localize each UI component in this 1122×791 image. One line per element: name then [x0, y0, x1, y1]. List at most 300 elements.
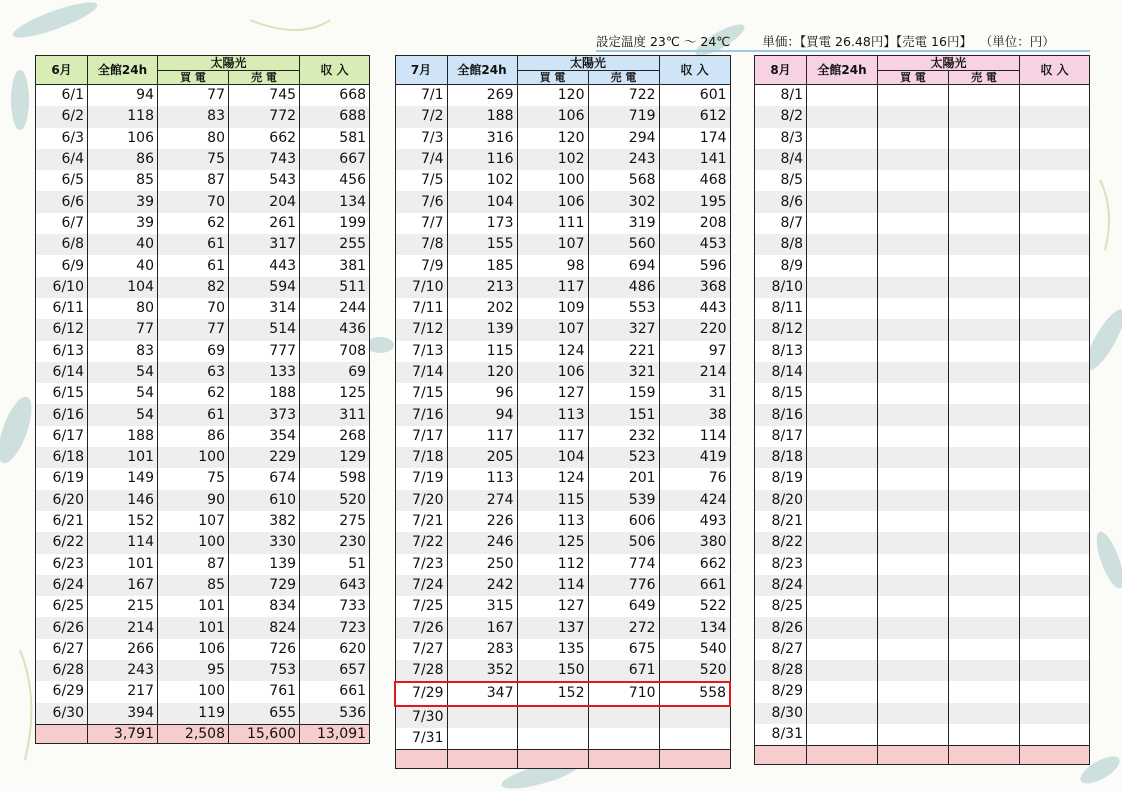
- table-row: [395, 511, 730, 532]
- june-total-row: [36, 724, 370, 743]
- table-row: [395, 383, 730, 404]
- income-cell: 419: [659, 447, 730, 468]
- buy-cell: 109: [517, 298, 588, 319]
- table-row: [755, 170, 1090, 191]
- income-cell: 667: [300, 149, 370, 170]
- income-cell: 688: [300, 106, 370, 127]
- table-row: [395, 639, 730, 660]
- income-cell: 76: [659, 468, 730, 489]
- all-building-cell: [807, 85, 878, 107]
- income-cell: 141: [659, 149, 730, 170]
- sell-cell: 232: [588, 426, 659, 447]
- table-row: [755, 575, 1090, 596]
- table-row: [755, 490, 1090, 511]
- table-row: [395, 660, 730, 682]
- buy-cell: 101: [158, 596, 229, 617]
- sell-cell: 777: [229, 341, 300, 362]
- sell-cell: 443: [229, 255, 300, 276]
- total-income-cell: [1020, 746, 1090, 765]
- table-row: [755, 341, 1090, 362]
- buy-cell: 104: [517, 447, 588, 468]
- income-cell: 38: [659, 404, 730, 425]
- sell-cell: 133: [229, 362, 300, 383]
- date-cell: 7/28: [395, 660, 447, 682]
- date-cell: 8/10: [755, 277, 807, 298]
- buy-cell: [878, 85, 949, 107]
- date-cell: 6/11: [36, 298, 88, 319]
- all-building-cell: [807, 703, 878, 724]
- income-cell: 598: [300, 468, 370, 489]
- sell-cell: 314: [229, 298, 300, 319]
- all-building-cell: 39: [88, 213, 158, 234]
- sell-cell: 272: [588, 617, 659, 638]
- date-cell: 7/7: [395, 213, 447, 234]
- sell-cell: [949, 490, 1020, 511]
- all-building-cell: 188: [447, 106, 517, 127]
- buy-cell: 62: [158, 213, 229, 234]
- all-building-cell: 80: [88, 298, 158, 319]
- date-cell: 7/16: [395, 404, 447, 425]
- income-cell: 214: [659, 362, 730, 383]
- income-cell: 443: [659, 298, 730, 319]
- buy-cell: 101: [158, 617, 229, 638]
- buy-cell: [878, 575, 949, 596]
- sell-cell: [949, 724, 1020, 746]
- sell-cell: [949, 681, 1020, 702]
- all-building-cell: 94: [447, 404, 517, 425]
- total-all-building-cell: 3,791: [88, 724, 158, 743]
- all-building-cell: 352: [447, 660, 517, 682]
- table-row: [755, 681, 1090, 702]
- date-cell: 8/27: [755, 639, 807, 660]
- date-cell: 7/23: [395, 554, 447, 575]
- date-cell: 8/24: [755, 575, 807, 596]
- all-building-cell: 86: [88, 149, 158, 170]
- income-cell: [1020, 511, 1090, 532]
- date-cell: 6/18: [36, 447, 88, 468]
- date-cell: 7/2: [395, 106, 447, 127]
- income-cell: [1020, 703, 1090, 724]
- buy-cell: 119: [158, 703, 229, 725]
- table-row: [755, 426, 1090, 447]
- sell-cell: 139: [229, 554, 300, 575]
- temp-setting: 設定温度 23℃ ～ 24℃: [596, 34, 731, 49]
- buy-cell: 82: [158, 277, 229, 298]
- income-cell: [1020, 554, 1090, 575]
- sell-cell: 610: [229, 490, 300, 511]
- sell-cell: 726: [229, 639, 300, 660]
- date-cell: 7/4: [395, 149, 447, 170]
- buy-cell: 100: [158, 447, 229, 468]
- table-row: [395, 468, 730, 489]
- all-building-cell: [807, 724, 878, 746]
- sell-cell: [949, 617, 1020, 638]
- buy-cell: 61: [158, 404, 229, 425]
- table-row: [755, 191, 1090, 212]
- income-cell: [1020, 404, 1090, 425]
- income-cell: [1020, 234, 1090, 255]
- buy-cell: 114: [517, 575, 588, 596]
- all-building-cell: 217: [88, 681, 158, 702]
- sell-cell: [949, 170, 1020, 191]
- table-row: [395, 596, 730, 617]
- buy-cell: 150: [517, 660, 588, 682]
- table-row: [755, 703, 1090, 724]
- income-cell: 661: [300, 681, 370, 702]
- buy-cell: [878, 532, 949, 553]
- sell-cell: [949, 575, 1020, 596]
- table-row: [395, 362, 730, 383]
- income-cell: 708: [300, 341, 370, 362]
- total-sell-cell: [949, 746, 1020, 765]
- buy-cell: 85: [158, 575, 229, 596]
- buy-cell: [878, 554, 949, 575]
- table-row: [36, 213, 370, 234]
- date-cell: 8/18: [755, 447, 807, 468]
- sell-cell: 560: [588, 234, 659, 255]
- income-cell: [1020, 128, 1090, 149]
- buy-cell: [878, 362, 949, 383]
- income-cell: 51: [300, 554, 370, 575]
- income-cell: 436: [300, 319, 370, 340]
- sell-cell: [949, 234, 1020, 255]
- buy-cell: 135: [517, 639, 588, 660]
- month-label: 7月: [395, 56, 447, 85]
- buy-header: 買 電: [517, 71, 588, 85]
- sell-cell: [949, 383, 1020, 404]
- all-building-cell: [807, 255, 878, 276]
- date-cell: 6/19: [36, 468, 88, 489]
- income-cell: 311: [300, 404, 370, 425]
- buy-cell: 100: [158, 532, 229, 553]
- sell-cell: 261: [229, 213, 300, 234]
- date-cell: 6/22: [36, 532, 88, 553]
- date-cell: 6/1: [36, 85, 88, 107]
- buy-cell: 152: [517, 682, 588, 705]
- date-cell: 7/29: [395, 682, 447, 705]
- table-row: [755, 128, 1090, 149]
- buy-cell: [878, 681, 949, 702]
- all-building-cell: 104: [447, 191, 517, 212]
- date-cell: 8/7: [755, 213, 807, 234]
- date-cell: 6/2: [36, 106, 88, 127]
- sell-cell: 594: [229, 277, 300, 298]
- date-cell: 8/15: [755, 383, 807, 404]
- income-cell: 657: [300, 660, 370, 681]
- month-label: 8月: [755, 56, 807, 85]
- buy-cell: 124: [517, 468, 588, 489]
- date-cell: 8/21: [755, 511, 807, 532]
- date-cell: 8/19: [755, 468, 807, 489]
- table-row: [395, 728, 730, 750]
- table-row: [755, 213, 1090, 234]
- table-row: [755, 85, 1090, 107]
- all-building-cell: 106: [88, 128, 158, 149]
- buy-cell: 70: [158, 191, 229, 212]
- buy-cell: 77: [158, 319, 229, 340]
- table-row: [395, 319, 730, 340]
- date-cell: 8/22: [755, 532, 807, 553]
- all-building-cell: [807, 149, 878, 170]
- table-row: [395, 426, 730, 447]
- income-cell: 453: [659, 234, 730, 255]
- income-cell: 134: [659, 617, 730, 638]
- buy-cell: 107: [158, 511, 229, 532]
- unit-label: （単位：円）: [985, 34, 1055, 49]
- date-cell: 6/12: [36, 319, 88, 340]
- table-row: [395, 532, 730, 553]
- table-row: [36, 447, 370, 468]
- all-building-cell: 54: [88, 362, 158, 383]
- date-cell: 8/2: [755, 106, 807, 127]
- buy-cell: [878, 277, 949, 298]
- table-row: [395, 490, 730, 511]
- buy-cell: 87: [158, 554, 229, 575]
- all-building-cell: 116: [447, 149, 517, 170]
- sell-cell: 229: [229, 447, 300, 468]
- date-cell: 6/28: [36, 660, 88, 681]
- income-cell: 456: [300, 170, 370, 191]
- date-cell: 6/8: [36, 234, 88, 255]
- sell-cell: [949, 426, 1020, 447]
- august-table: [754, 55, 1090, 765]
- july-rows: [395, 85, 730, 750]
- date-cell: 7/12: [395, 319, 447, 340]
- sell-cell: 543: [229, 170, 300, 191]
- sell-cell: 568: [588, 170, 659, 191]
- table-row: [755, 277, 1090, 298]
- date-cell: 8/13: [755, 341, 807, 362]
- income-cell: [1020, 596, 1090, 617]
- date-cell: 7/24: [395, 575, 447, 596]
- date-cell: 6/16: [36, 404, 88, 425]
- income-cell: 220: [659, 319, 730, 340]
- all-building-cell: 117: [447, 426, 517, 447]
- sell-cell: 776: [588, 575, 659, 596]
- july-table: [394, 55, 731, 769]
- all-building-cell: 185: [447, 255, 517, 276]
- all-building-cell: 167: [88, 575, 158, 596]
- buy-cell: 100: [517, 170, 588, 191]
- all-building-cell: 102: [447, 170, 517, 191]
- income-cell: 208: [659, 213, 730, 234]
- table-row: [36, 660, 370, 681]
- income-cell: 558: [659, 682, 730, 705]
- total-sell-cell: [588, 750, 659, 769]
- table-row: [395, 706, 730, 728]
- table-row: [755, 660, 1090, 681]
- all-building-cell: 113: [447, 468, 517, 489]
- date-cell: 7/22: [395, 532, 447, 553]
- all-building-cell: [807, 554, 878, 575]
- highlighted-row: [395, 682, 730, 705]
- all-building-cell: [807, 362, 878, 383]
- date-cell: 6/30: [36, 703, 88, 725]
- all-building-cell: [807, 681, 878, 702]
- sell-cell: [588, 706, 659, 728]
- sell-cell: [949, 255, 1020, 276]
- income-cell: [1020, 85, 1090, 107]
- income-cell: 199: [300, 213, 370, 234]
- table-row: [36, 341, 370, 362]
- buy-cell: 95: [158, 660, 229, 681]
- table-row: [395, 213, 730, 234]
- table-row: [755, 447, 1090, 468]
- income-cell: [1020, 277, 1090, 298]
- income-cell: 511: [300, 277, 370, 298]
- income-cell: 134: [300, 191, 370, 212]
- date-cell: 7/27: [395, 639, 447, 660]
- sell-cell: 201: [588, 468, 659, 489]
- date-cell: 8/20: [755, 490, 807, 511]
- all-building-cell: 205: [447, 447, 517, 468]
- date-cell: 8/25: [755, 596, 807, 617]
- income-cell: [1020, 383, 1090, 404]
- buy-cell: [878, 255, 949, 276]
- table-row: [395, 149, 730, 170]
- buy-cell: 75: [158, 468, 229, 489]
- all-building-cell: [807, 511, 878, 532]
- date-cell: 8/14: [755, 362, 807, 383]
- date-cell: 6/5: [36, 170, 88, 191]
- buy-cell: [878, 404, 949, 425]
- all-building-cell: [447, 728, 517, 750]
- date-cell: 7/8: [395, 234, 447, 255]
- sell-cell: 373: [229, 404, 300, 425]
- all-building-cell: 215: [88, 596, 158, 617]
- all-building-cell: 149: [88, 468, 158, 489]
- all-building-cell: 54: [88, 383, 158, 404]
- sell-cell: 382: [229, 511, 300, 532]
- income-cell: 540: [659, 639, 730, 660]
- sell-cell: 710: [588, 682, 659, 705]
- buy-cell: [878, 383, 949, 404]
- sell-cell: [949, 213, 1020, 234]
- income-cell: 643: [300, 575, 370, 596]
- sell-cell: 655: [229, 703, 300, 725]
- table-row: [36, 170, 370, 191]
- income-cell: [1020, 149, 1090, 170]
- date-cell: 8/3: [755, 128, 807, 149]
- table-row: [36, 596, 370, 617]
- income-cell: 596: [659, 255, 730, 276]
- buy-cell: 107: [517, 234, 588, 255]
- income-cell: [1020, 213, 1090, 234]
- income-cell: 174: [659, 128, 730, 149]
- buy-cell: 83: [158, 106, 229, 127]
- buy-cell: 137: [517, 617, 588, 638]
- date-cell: 7/1: [395, 85, 447, 107]
- buy-cell: 125: [517, 532, 588, 553]
- all-building-cell: [807, 170, 878, 191]
- date-cell: 7/18: [395, 447, 447, 468]
- date-cell: 6/24: [36, 575, 88, 596]
- sell-cell: 649: [588, 596, 659, 617]
- buy-cell: 77: [158, 85, 229, 107]
- table-row: [36, 468, 370, 489]
- all-building-cell: 120: [447, 362, 517, 383]
- date-cell: 7/14: [395, 362, 447, 383]
- header-note: [596, 33, 1090, 52]
- buy-cell: 120: [517, 128, 588, 149]
- all-building-cell: [807, 596, 878, 617]
- sell-cell: [949, 362, 1020, 383]
- date-cell: 6/14: [36, 362, 88, 383]
- sell-cell: [949, 319, 1020, 340]
- date-cell: 8/9: [755, 255, 807, 276]
- buy-cell: 90: [158, 490, 229, 511]
- sell-cell: 753: [229, 660, 300, 681]
- august-total-row: [755, 746, 1090, 765]
- buy-cell: 106: [517, 191, 588, 212]
- sell-cell: 674: [229, 468, 300, 489]
- solar-header: 太陽光: [158, 56, 300, 71]
- total-sell-cell: 15,600: [229, 724, 300, 743]
- buy-cell: [878, 468, 949, 489]
- date-cell: 7/19: [395, 468, 447, 489]
- solar-header: 太陽光: [878, 56, 1020, 71]
- all-building-cell: 83: [88, 341, 158, 362]
- table-row: [36, 362, 370, 383]
- sell-cell: [949, 596, 1020, 617]
- table-row: [755, 617, 1090, 638]
- income-cell: 268: [300, 426, 370, 447]
- buy-cell: 102: [517, 149, 588, 170]
- income-cell: 520: [659, 660, 730, 682]
- income-cell: 129: [300, 447, 370, 468]
- date-cell: 8/23: [755, 554, 807, 575]
- table-row: [36, 298, 370, 319]
- table-row: [395, 234, 730, 255]
- buy-cell: 127: [517, 596, 588, 617]
- total-income-cell: [659, 750, 730, 769]
- all-building-cell: [807, 660, 878, 681]
- date-cell: 7/31: [395, 728, 447, 750]
- income-cell: 31: [659, 383, 730, 404]
- table-row: [36, 277, 370, 298]
- income-cell: 612: [659, 106, 730, 127]
- table-row: [395, 617, 730, 638]
- table-row: [395, 170, 730, 191]
- all-building-cell: [807, 426, 878, 447]
- all-building-cell: 250: [447, 554, 517, 575]
- income-cell: [659, 706, 730, 728]
- all-building-cell: 315: [447, 596, 517, 617]
- sell-cell: 486: [588, 277, 659, 298]
- income-cell: 381: [300, 255, 370, 276]
- table-row: [36, 575, 370, 596]
- date-cell: 7/15: [395, 383, 447, 404]
- income-cell: 380: [659, 532, 730, 553]
- buy-cell: 106: [517, 106, 588, 127]
- all-building-cell: [807, 447, 878, 468]
- date-cell: 8/31: [755, 724, 807, 746]
- income-cell: [1020, 362, 1090, 383]
- all-building-cell: 274: [447, 490, 517, 511]
- income-cell: [1020, 639, 1090, 660]
- buy-cell: 70: [158, 298, 229, 319]
- sell-cell: 204: [229, 191, 300, 212]
- all-building-cell: [447, 706, 517, 728]
- all-building-cell: [807, 128, 878, 149]
- table-row: [395, 554, 730, 575]
- buy-cell: 113: [517, 511, 588, 532]
- buy-cell: [878, 724, 949, 746]
- sell-cell: 319: [588, 213, 659, 234]
- income-cell: [1020, 532, 1090, 553]
- all-building-cell: 347: [447, 682, 517, 705]
- buy-cell: [878, 703, 949, 724]
